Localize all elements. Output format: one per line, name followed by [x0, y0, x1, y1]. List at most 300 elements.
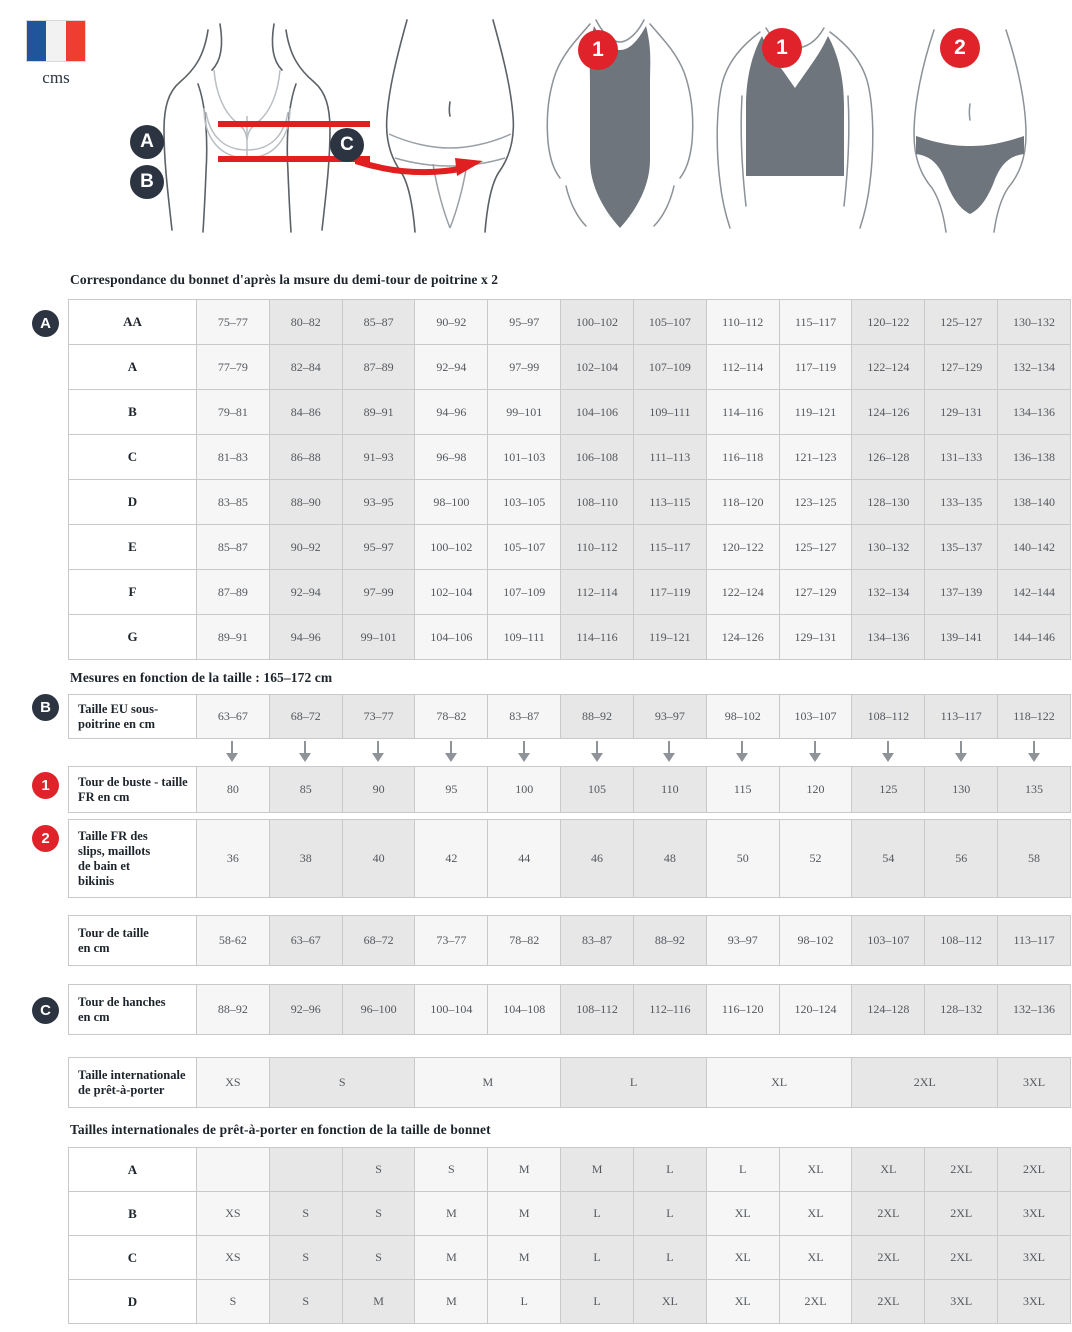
table-cell: 101–103 [488, 435, 561, 480]
table-cell: 111–113 [633, 435, 706, 480]
badge-2-briefs [940, 28, 980, 68]
intl-cup-row-label: A [69, 1148, 197, 1192]
table-cell: 125 [852, 767, 925, 813]
table-cell: 54 [852, 820, 925, 898]
table-cell: 140–142 [998, 525, 1071, 570]
table-cell: 116–120 [706, 985, 779, 1035]
table-cell: XL [706, 1058, 852, 1108]
arrow-row [196, 738, 1070, 766]
hips-table [68, 984, 1071, 1035]
table-cell: 81–83 [197, 435, 270, 480]
table-cell: 102–104 [415, 570, 488, 615]
french-flag [26, 20, 86, 62]
table-cell: 125–127 [925, 300, 998, 345]
table-cell: 115–117 [633, 525, 706, 570]
table-cell: 2XL [925, 1192, 998, 1236]
waist-table [68, 915, 1071, 966]
table-cell: 75–77 [197, 300, 270, 345]
table-cell: 136–138 [998, 435, 1071, 480]
table-cell: 83–87 [561, 916, 634, 966]
table-cell: M [561, 1148, 634, 1192]
table-cell: 38 [269, 820, 342, 898]
table-cell: 116–118 [706, 435, 779, 480]
table-cell: 98–102 [779, 916, 852, 966]
table-cell: 89–91 [342, 390, 415, 435]
badge-b-row [32, 694, 59, 721]
table-cell: 78–82 [415, 695, 488, 739]
table-cell: 106–108 [561, 435, 634, 480]
intl-cup-row-label: D [69, 1280, 197, 1324]
table-cell: 144–146 [998, 615, 1071, 660]
underbust-table [68, 694, 1071, 739]
table-cell: 103–107 [852, 916, 925, 966]
table-cell: L [561, 1058, 707, 1108]
table-cell: 83–87 [488, 695, 561, 739]
bust-row-label: Tour de buste - taille FR en cm [69, 767, 197, 813]
badge-2-row [32, 825, 59, 852]
table-cell: 84–86 [269, 390, 342, 435]
table-cell: 85–87 [197, 525, 270, 570]
table-cell: 89–91 [197, 615, 270, 660]
table-cell: 110–112 [561, 525, 634, 570]
table-cell: 131–133 [925, 435, 998, 480]
table-row [69, 1236, 1071, 1280]
table-cell: 3XL [998, 1192, 1071, 1236]
table-cell: 46 [561, 820, 634, 898]
table-cell: 94–96 [269, 615, 342, 660]
table-cell: 63–67 [197, 695, 270, 739]
table-cell: 124–126 [706, 615, 779, 660]
table-cell: 109–111 [488, 615, 561, 660]
cup-row-label: F [69, 570, 197, 615]
table-cell: 120–124 [779, 985, 852, 1035]
table-cell: 124–128 [852, 985, 925, 1035]
unit-label: cms [42, 68, 70, 87]
table-cell: 108–110 [561, 480, 634, 525]
table-cell: 2XL [852, 1058, 998, 1108]
badge-a-row-label: A [40, 315, 51, 332]
down-arrow-icon [851, 738, 924, 766]
figure-hips-measure [355, 12, 545, 237]
intl-cup-row-label: C [69, 1236, 197, 1280]
table-cell: 110 [633, 767, 706, 813]
table-cell: 85 [269, 767, 342, 813]
table-row [69, 345, 1071, 390]
down-arrow-icon [633, 738, 706, 766]
table-row [69, 1058, 1071, 1108]
table-cell: M [415, 1192, 488, 1236]
waist-row-label: Tour de taille en cm [69, 916, 197, 966]
table-cell: 142–144 [998, 570, 1071, 615]
table-cell: XL [779, 1236, 852, 1280]
table-row [69, 767, 1071, 813]
table-cell: 104–106 [415, 615, 488, 660]
table-cell: 3XL [925, 1280, 998, 1324]
table-cell: S [415, 1148, 488, 1192]
table-cell: 73–77 [415, 916, 488, 966]
table-cell: 105 [561, 767, 634, 813]
table-cell: 44 [488, 820, 561, 898]
table-cell: 100–102 [415, 525, 488, 570]
table-cell: 93–97 [633, 695, 706, 739]
table-row [69, 390, 1071, 435]
table-cell: 108–112 [561, 985, 634, 1035]
table-cell: 52 [779, 820, 852, 898]
table-cell: 100–104 [415, 985, 488, 1035]
badge-1-label: 1 [592, 38, 604, 61]
cup-row-label: AA [69, 300, 197, 345]
cup-table-title: Correspondance du bonnet d'après la msure du demi-tour de poitrine x 2 [70, 272, 499, 287]
down-arrow-icon [414, 738, 487, 766]
table-row [69, 570, 1071, 615]
table-cell: XL [706, 1280, 779, 1324]
table-cell: 118–120 [706, 480, 779, 525]
table-row [69, 916, 1071, 966]
down-arrow-icon [196, 738, 269, 766]
figure-swimsuit [530, 10, 710, 238]
table-cell: 2XL [852, 1280, 925, 1324]
table-cell: 92–94 [415, 345, 488, 390]
measures-title: Mesures en fonction de la taille : 165–172 cm [70, 670, 333, 685]
down-arrow-icon [342, 738, 415, 766]
badge-1-swimsuit [578, 30, 618, 70]
table-cell: 92–96 [269, 985, 342, 1035]
table-row [69, 615, 1071, 660]
table-cell: 125–127 [779, 525, 852, 570]
down-arrow-icon [779, 738, 852, 766]
intl-by-cup-title: Tailles internationales de prêt-à-porter en fonction de la taille de bonnet [70, 1122, 491, 1137]
table-cell: 104–106 [561, 390, 634, 435]
table-cell: 134–136 [998, 390, 1071, 435]
table-cell: 78–82 [488, 916, 561, 966]
table-cell: XL [852, 1148, 925, 1192]
badge-1b-label: 1 [776, 36, 788, 59]
table-cell: 98–102 [706, 695, 779, 739]
table-cell: 135 [998, 767, 1071, 813]
table-cell: XS [197, 1192, 270, 1236]
table-cell: 80 [197, 767, 270, 813]
table-cell: 88–90 [269, 480, 342, 525]
table-cell: 122–124 [706, 570, 779, 615]
badge-c-figure [330, 128, 364, 162]
table-cell: 2XL [852, 1236, 925, 1280]
table-cell [269, 1148, 342, 1192]
table-cell: 68–72 [269, 695, 342, 739]
table-cell: 56 [925, 820, 998, 898]
table-cell: 3XL [998, 1058, 1071, 1108]
table-cell: 107–109 [633, 345, 706, 390]
table-cell: 90–92 [269, 525, 342, 570]
table-cell: L [633, 1148, 706, 1192]
table-cell: 85–87 [342, 300, 415, 345]
table-cell: 88–92 [633, 916, 706, 966]
table-row [69, 820, 1071, 898]
down-arrow-icon [997, 738, 1070, 766]
briefs-table [68, 819, 1071, 898]
table-cell: S [342, 1192, 415, 1236]
table-cell: 117–119 [633, 570, 706, 615]
badge-c-label: C [340, 134, 354, 155]
table-cell: 133–135 [925, 480, 998, 525]
table-cell: XS [197, 1058, 270, 1108]
table-cell: 130–132 [852, 525, 925, 570]
figure-bust-measure [120, 12, 370, 237]
table-cell: S [269, 1236, 342, 1280]
down-arrow-icon [560, 738, 633, 766]
international-size-table [68, 1057, 1071, 1108]
table-cell: 139–141 [925, 615, 998, 660]
badge-1-row [32, 772, 59, 799]
table-cell: 120 [779, 767, 852, 813]
table-cell: 127–129 [925, 345, 998, 390]
table-cell: 122–124 [852, 345, 925, 390]
table-cell: 108–112 [852, 695, 925, 739]
table-cell: 73–77 [342, 695, 415, 739]
table-cell: L [561, 1192, 634, 1236]
illustration-strip [0, 0, 1072, 250]
table-cell: 130 [925, 767, 998, 813]
table-cell: 90–92 [415, 300, 488, 345]
table-cell: 95 [415, 767, 488, 813]
table-cell: 126–128 [852, 435, 925, 480]
cup-row-label: B [69, 390, 197, 435]
table-cell: 108–112 [925, 916, 998, 966]
table-cell: 82–84 [269, 345, 342, 390]
table-cell: 79–81 [197, 390, 270, 435]
table-cell: 2XL [779, 1280, 852, 1324]
international-row-label: Taille internationale de prêt-à-porter [69, 1058, 197, 1108]
table-cell: L [706, 1148, 779, 1192]
table-cell: 115 [706, 767, 779, 813]
table-cell: M [342, 1280, 415, 1324]
table-cell: 114–116 [561, 615, 634, 660]
table-row [69, 1280, 1071, 1324]
intl-by-cup-table [68, 1147, 1071, 1324]
table-row [69, 525, 1071, 570]
cup-size-table [68, 299, 1071, 660]
table-cell: 103–105 [488, 480, 561, 525]
table-cell: 112–114 [561, 570, 634, 615]
table-cell: 48 [633, 820, 706, 898]
table-cell: M [488, 1236, 561, 1280]
table-cell: 100 [488, 767, 561, 813]
down-arrow-icon [487, 738, 560, 766]
table-cell: 58-62 [197, 916, 270, 966]
table-row [69, 695, 1071, 739]
table-cell: 114–116 [706, 390, 779, 435]
table-row [69, 300, 1071, 345]
table-cell: 124–126 [852, 390, 925, 435]
table-cell: 99–101 [488, 390, 561, 435]
table-cell: S [197, 1280, 270, 1324]
table-cell: 127–129 [779, 570, 852, 615]
badge-2-label: 2 [954, 36, 966, 59]
table-cell: 3XL [998, 1236, 1071, 1280]
table-cell: 100–102 [561, 300, 634, 345]
hips-row-label: Tour de hanches en cm [69, 985, 197, 1035]
table-cell: 112–116 [633, 985, 706, 1035]
table-row [69, 435, 1071, 480]
table-cell [197, 1148, 270, 1192]
down-arrow-icon [269, 738, 342, 766]
table-row [69, 480, 1071, 525]
table-cell: 87–89 [197, 570, 270, 615]
table-cell: 104–108 [488, 985, 561, 1035]
table-cell: 97–99 [342, 570, 415, 615]
intl-cup-row-label: B [69, 1192, 197, 1236]
table-cell: 137–139 [925, 570, 998, 615]
table-cell: L [561, 1236, 634, 1280]
table-row [69, 1192, 1071, 1236]
badge-a-label: A [140, 131, 154, 152]
table-cell: 120–122 [706, 525, 779, 570]
table-cell: 113–117 [925, 695, 998, 739]
badge-1-row-label: 1 [41, 777, 50, 794]
table-cell: 128–132 [925, 985, 998, 1035]
table-cell: 110–112 [706, 300, 779, 345]
table-cell: 99–101 [342, 615, 415, 660]
cup-row-label: C [69, 435, 197, 480]
table-cell: L [633, 1192, 706, 1236]
table-cell: 120–122 [852, 300, 925, 345]
table-cell: L [488, 1280, 561, 1324]
table-cell: XL [779, 1192, 852, 1236]
table-cell: M [415, 1058, 561, 1108]
table-cell: S [269, 1280, 342, 1324]
table-cell: XL [779, 1148, 852, 1192]
table-cell: 113–117 [998, 916, 1071, 966]
table-cell: 123–125 [779, 480, 852, 525]
table-cell: 42 [415, 820, 488, 898]
table-cell: XL [706, 1192, 779, 1236]
down-arrow-icon [706, 738, 779, 766]
table-cell: 87–89 [342, 345, 415, 390]
table-cell: 88–92 [561, 695, 634, 739]
table-cell: 95–97 [342, 525, 415, 570]
table-cell: 90 [342, 767, 415, 813]
table-cell: 129–131 [779, 615, 852, 660]
table-cell: 118–122 [998, 695, 1071, 739]
table-cell: XL [706, 1236, 779, 1280]
table-cell: 129–131 [925, 390, 998, 435]
cup-row-label: E [69, 525, 197, 570]
table-cell: S [342, 1148, 415, 1192]
table-cell: 77–79 [197, 345, 270, 390]
badge-c-row [32, 997, 59, 1024]
badge-a-figure [130, 125, 164, 159]
cup-row-label: D [69, 480, 197, 525]
table-cell: 109–111 [633, 390, 706, 435]
table-cell: 119–121 [633, 615, 706, 660]
table-cell: 113–115 [633, 480, 706, 525]
underbust-row-label: Taille EU sous- poitrine en cm [69, 695, 197, 739]
table-cell: 96–100 [342, 985, 415, 1035]
table-cell: L [633, 1236, 706, 1280]
table-cell: 63–67 [269, 916, 342, 966]
table-cell: S [269, 1058, 415, 1108]
table-cell: 2XL [925, 1148, 998, 1192]
table-cell: 91–93 [342, 435, 415, 480]
badge-b-figure [130, 165, 164, 199]
table-cell: 94–96 [415, 390, 488, 435]
table-cell: 103–107 [779, 695, 852, 739]
table-cell: 88–92 [197, 985, 270, 1035]
table-row [69, 985, 1071, 1035]
briefs-row-label: Taille FR des slips, maillots de bain et bikinis [69, 820, 197, 898]
table-cell: 121–123 [779, 435, 852, 480]
table-cell: M [415, 1280, 488, 1324]
table-cell: 58 [998, 820, 1071, 898]
table-cell: 93–97 [706, 916, 779, 966]
table-cell: 80–82 [269, 300, 342, 345]
table-cell: 83–85 [197, 480, 270, 525]
badge-b-label: B [140, 171, 154, 192]
table-cell: 105–107 [633, 300, 706, 345]
table-cell: M [488, 1148, 561, 1192]
badge-a-row [32, 310, 59, 337]
cup-row-label: A [69, 345, 197, 390]
table-row [69, 1148, 1071, 1192]
table-cell: 98–100 [415, 480, 488, 525]
table-cell: 95–97 [488, 300, 561, 345]
cup-row-label: G [69, 615, 197, 660]
badge-c-row-label: C [40, 1002, 51, 1019]
bust-table [68, 766, 1071, 813]
table-cell: 96–98 [415, 435, 488, 480]
table-cell: M [415, 1236, 488, 1280]
table-cell: 3XL [998, 1280, 1071, 1324]
table-cell: 97–99 [488, 345, 561, 390]
table-cell: 134–136 [852, 615, 925, 660]
table-cell: 68–72 [342, 916, 415, 966]
table-cell: L [561, 1280, 634, 1324]
table-cell: 102–104 [561, 345, 634, 390]
table-cell: 2XL [852, 1192, 925, 1236]
table-cell: 132–134 [852, 570, 925, 615]
table-cell: 130–132 [998, 300, 1071, 345]
table-cell: 93–95 [342, 480, 415, 525]
table-cell: 92–94 [269, 570, 342, 615]
table-cell: 2XL [925, 1236, 998, 1280]
table-cell: 2XL [998, 1148, 1071, 1192]
table-cell: S [269, 1192, 342, 1236]
table-cell: M [488, 1192, 561, 1236]
table-cell: XL [633, 1280, 706, 1324]
down-arrow-icon [924, 738, 997, 766]
table-cell: 138–140 [998, 480, 1071, 525]
badge-b-row-label: B [40, 699, 51, 716]
table-cell: 132–136 [998, 985, 1071, 1035]
table-cell: S [342, 1236, 415, 1280]
table-cell: 132–134 [998, 345, 1071, 390]
table-cell: 135–137 [925, 525, 998, 570]
table-cell: 105–107 [488, 525, 561, 570]
table-cell: 86–88 [269, 435, 342, 480]
table-cell: 112–114 [706, 345, 779, 390]
arrow-c [355, 158, 483, 176]
badge-1-bra [762, 28, 802, 68]
table-cell: 119–121 [779, 390, 852, 435]
table-cell: 128–130 [852, 480, 925, 525]
table-cell: 117–119 [779, 345, 852, 390]
table-cell: 50 [706, 820, 779, 898]
table-cell: XS [197, 1236, 270, 1280]
table-cell: 107–109 [488, 570, 561, 615]
table-cell: 115–117 [779, 300, 852, 345]
table-cell: 40 [342, 820, 415, 898]
badge-2-row-label: 2 [41, 830, 50, 847]
table-cell: 36 [197, 820, 270, 898]
